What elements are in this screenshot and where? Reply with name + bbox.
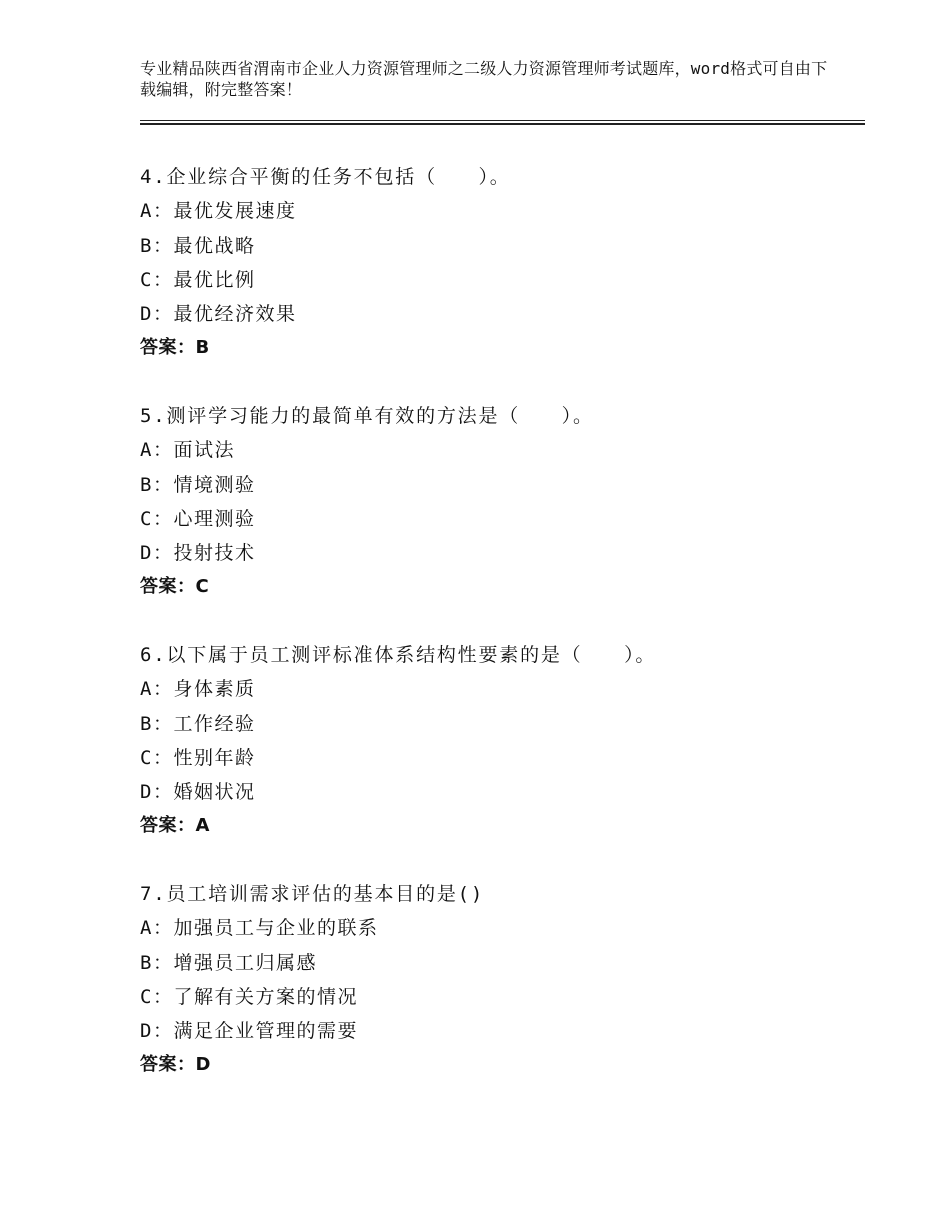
question-block-4	[140, 160, 860, 366]
question-stem: 5.测评学习能力的最简单有效的方法是（ ）。	[140, 405, 594, 427]
option-d: D：最优经济效果	[140, 303, 297, 326]
answer-line: 答案：B	[140, 337, 210, 359]
option-d: D：投射技术	[140, 542, 256, 565]
option-c: C：了解有关方案的情况	[140, 985, 358, 1008]
option-c: C：最优比例	[140, 268, 256, 291]
answer-line: 答案：C	[140, 576, 210, 598]
option-d: D：满足企业管理的需要	[140, 1020, 358, 1043]
question-block-7	[140, 877, 860, 1083]
document-header: 专业精品陕西省渭南市企业人力资源管理师之二级人力资源管理师考试题库，word格式可自由下载编辑，附完整答案！	[140, 59, 828, 99]
question-block-6	[140, 638, 860, 844]
question-stem: 6.以下属于员工测评标准体系结构性要素的是（ ）。	[140, 644, 657, 666]
option-b: B：工作经验	[140, 712, 256, 735]
question-stem: 4.企业综合平衡的任务不包括（ ）。	[140, 166, 511, 188]
option-a: A：身体素质	[140, 678, 256, 701]
option-c: C：性别年龄	[140, 746, 256, 769]
header-divider-thick	[140, 123, 865, 125]
header-divider-thin	[140, 120, 865, 121]
option-b: B：情境测验	[140, 473, 256, 496]
option-a: A：最优发展速度	[140, 200, 297, 223]
question-stem: 7.员工培训需求评估的基本目的是()	[140, 883, 485, 905]
option-a: A：加强员工与企业的联系	[140, 917, 379, 940]
question-block-5	[140, 399, 860, 605]
option-a: A：面试法	[140, 439, 235, 462]
option-b: B：最优战略	[140, 234, 256, 257]
option-b: B：增强员工归属感	[140, 951, 317, 974]
answer-line: 答案：D	[140, 1054, 211, 1076]
option-c: C：心理测验	[140, 507, 256, 530]
option-d: D：婚姻状况	[140, 781, 256, 804]
answer-line: 答案：A	[140, 815, 210, 837]
